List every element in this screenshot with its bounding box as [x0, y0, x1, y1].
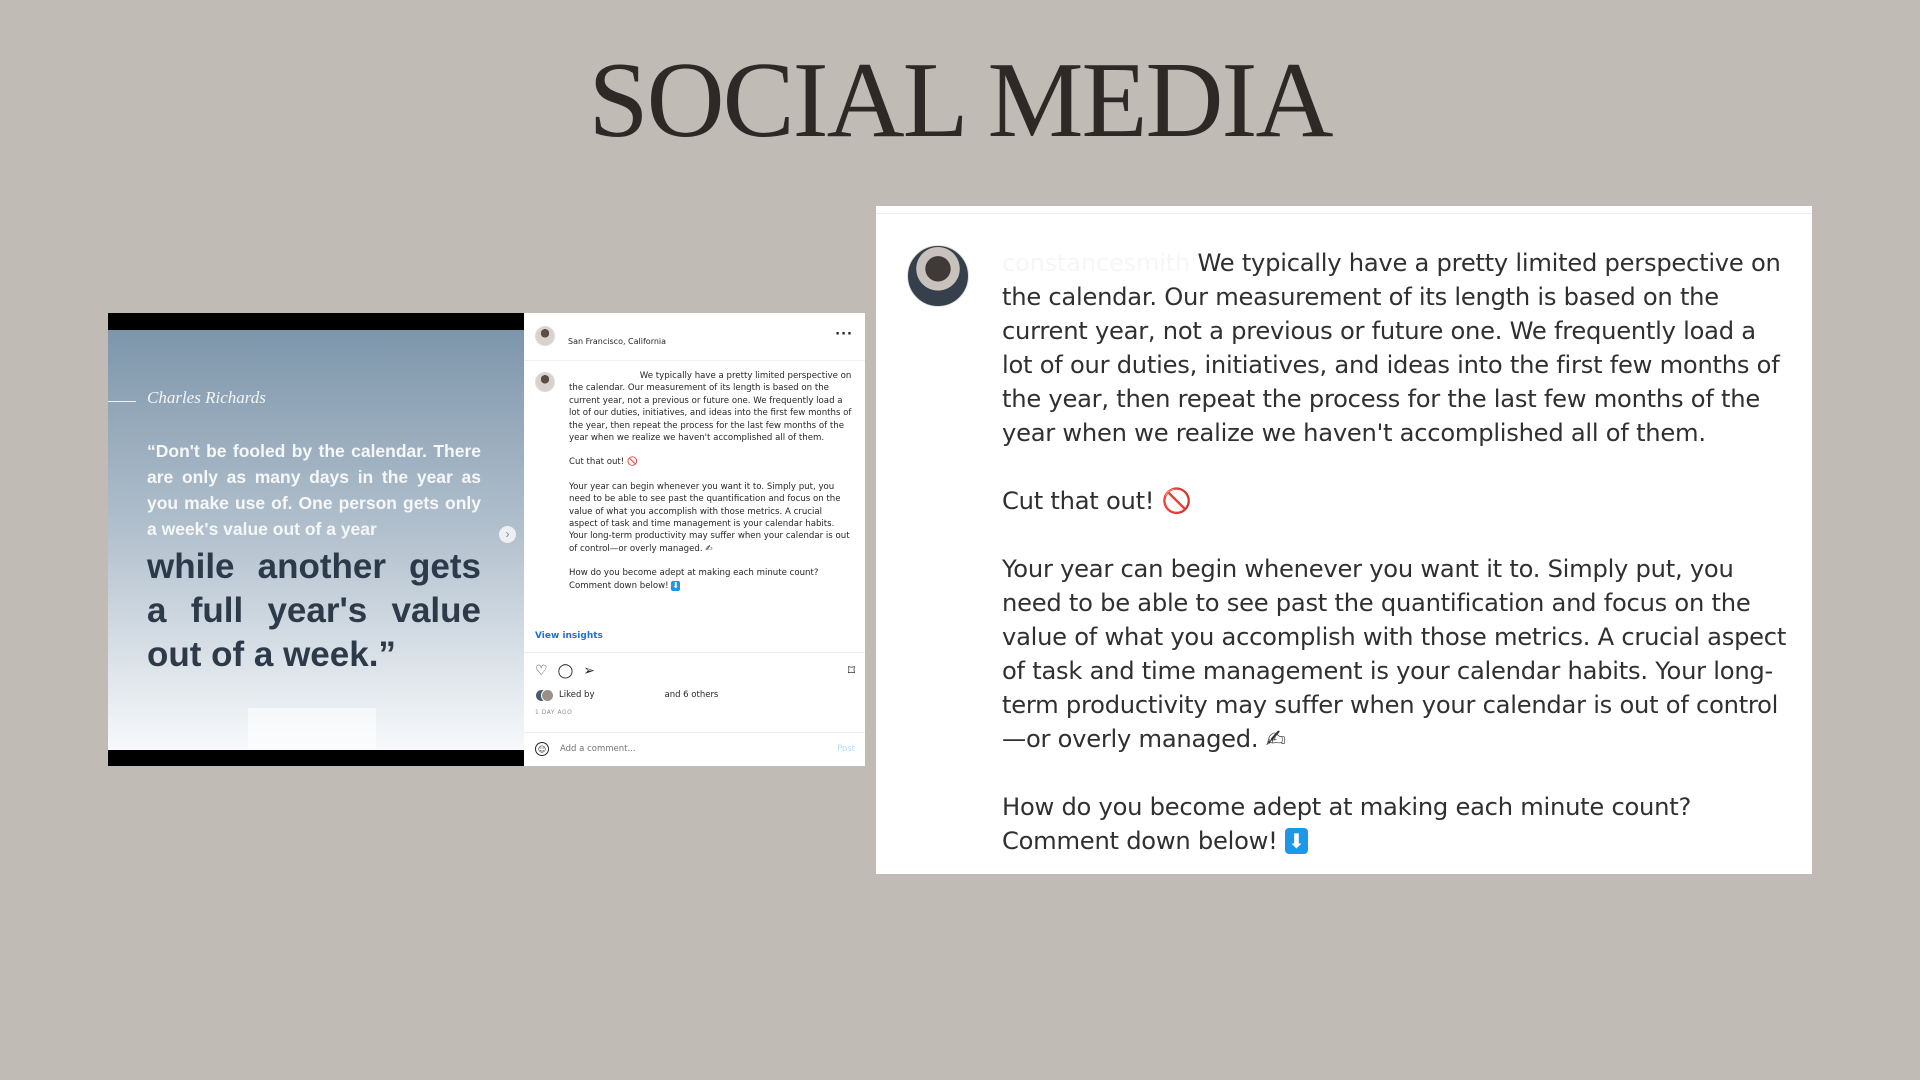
caption-paragraph-4: How do you become adept at making each minute count? Comment down below! — [569, 568, 819, 591]
writing-hand-emoji-icon: ✍ — [1265, 725, 1286, 753]
post-location[interactable]: San Francisco, California — [568, 337, 667, 346]
view-insights-link[interactable]: View insights — [535, 631, 603, 641]
author-divider — [108, 401, 136, 402]
no-entry-emoji-icon: 🚫 — [1161, 487, 1192, 515]
comment-input[interactable] — [558, 743, 822, 755]
zoom-paragraph-3: Your year can begin whenever you want it to. Simply put, you need to be able to see past the quantification and focus on the value of what you accomplish with those metrics. A crucial aspect of task and time management is your calendar habits. Your long-term productivity may suffer when your calendar is out of control—or overly managed. — [1002, 555, 1787, 753]
zoomed-caption-card — [876, 206, 1812, 874]
avatar — [907, 245, 969, 307]
zoom-paragraph-2: Cut that out! — [1002, 487, 1155, 515]
liked-others-label[interactable]: and 6 others — [664, 689, 719, 700]
share-icon[interactable]: ➢ — [583, 663, 595, 679]
chevron-right-icon[interactable]: › — [499, 526, 516, 543]
zoom-paragraph-1: We typically have a pretty limited perspective on the calendar. Our measurement of its length is based on the current year, not a previous or future one. We frequently load a lot of our duties, initiatives, and ideas into the first few months of the year, then repeat the process for the last few months of the year when we realize we haven't accomplished all of them. — [1002, 249, 1781, 447]
smile-icon[interactable]: ☺ — [535, 742, 549, 756]
quote-author: Charles Richards — [147, 388, 266, 407]
username-ghost: constancesmith — [1002, 249, 1191, 277]
caption-paragraph-3: Your year can begin whenever you want it to. Simply put, you need to be able to see past the quantification and focus on the value of what you accomplish with those metrics. A crucial aspect of task and time management is your calendar habits. Your long-term productivity may suffer when your calendar is out of control—or overly managed. — [569, 481, 850, 554]
post-actions — [535, 663, 595, 679]
quote-text-small: “Don't be fooled by the calendar. There are only as many days in the year as you make use of. One person gets only a week's value out of a year — [147, 441, 481, 539]
divider — [876, 213, 1812, 214]
post-header — [524, 313, 865, 361]
zoom-paragraph-4: How do you become adept at making each minute count? Comment down below! — [1002, 793, 1692, 855]
quote-card — [108, 330, 524, 750]
likes-summary[interactable] — [535, 689, 718, 700]
add-comment-row — [535, 742, 855, 756]
no-entry-emoji-icon: 🚫 — [627, 457, 638, 468]
caption-paragraph-2: Cut that out! — [569, 457, 625, 468]
heart-icon[interactable]: ♡ — [535, 663, 548, 679]
post-comment-button[interactable]: Post — [837, 744, 855, 754]
down-arrow-emoji-icon: ⬇ — [672, 580, 680, 590]
divider — [524, 732, 865, 733]
username-ghost: constancesmith — [569, 371, 638, 381]
avatar[interactable] — [535, 326, 555, 346]
comment-icon[interactable]: ◯ — [557, 663, 574, 679]
caption-paragraph-1: We typically have a pretty limited perspective on the calendar. Our measurement of its length is based on the current year, not a previous or future one. We frequently load a lot of our duties, initiatives, and ideas into the first few months of the year, then repeat the process for the last few months of the year when we realize we haven't accomplished all of them. — [569, 371, 852, 444]
down-arrow-emoji-icon: ⬇ — [1285, 828, 1308, 854]
liker-avatars — [535, 689, 553, 700]
more-options-icon[interactable]: ··· — [835, 327, 853, 342]
instagram-post-preview — [108, 313, 865, 766]
quote-image-panel — [108, 313, 524, 766]
quote-text-large: while another gets a full year's value out of a week.” — [147, 547, 481, 674]
divider — [524, 652, 865, 653]
writing-hand-emoji-icon: ✍ — [705, 543, 713, 554]
caption-avatar[interactable] — [535, 372, 555, 392]
post-comments-panel — [524, 313, 865, 766]
faded-logo-box — [248, 708, 376, 748]
page-title: SOCIAL MEDIA — [588, 41, 1332, 160]
post-caption — [569, 370, 852, 604]
liked-by-label: Liked by — [559, 689, 595, 700]
post-timestamp: 1 DAY AGO — [535, 709, 573, 716]
zoomed-caption-text — [1002, 246, 1792, 892]
bookmark-icon[interactable]: ⌑ — [847, 663, 855, 679]
